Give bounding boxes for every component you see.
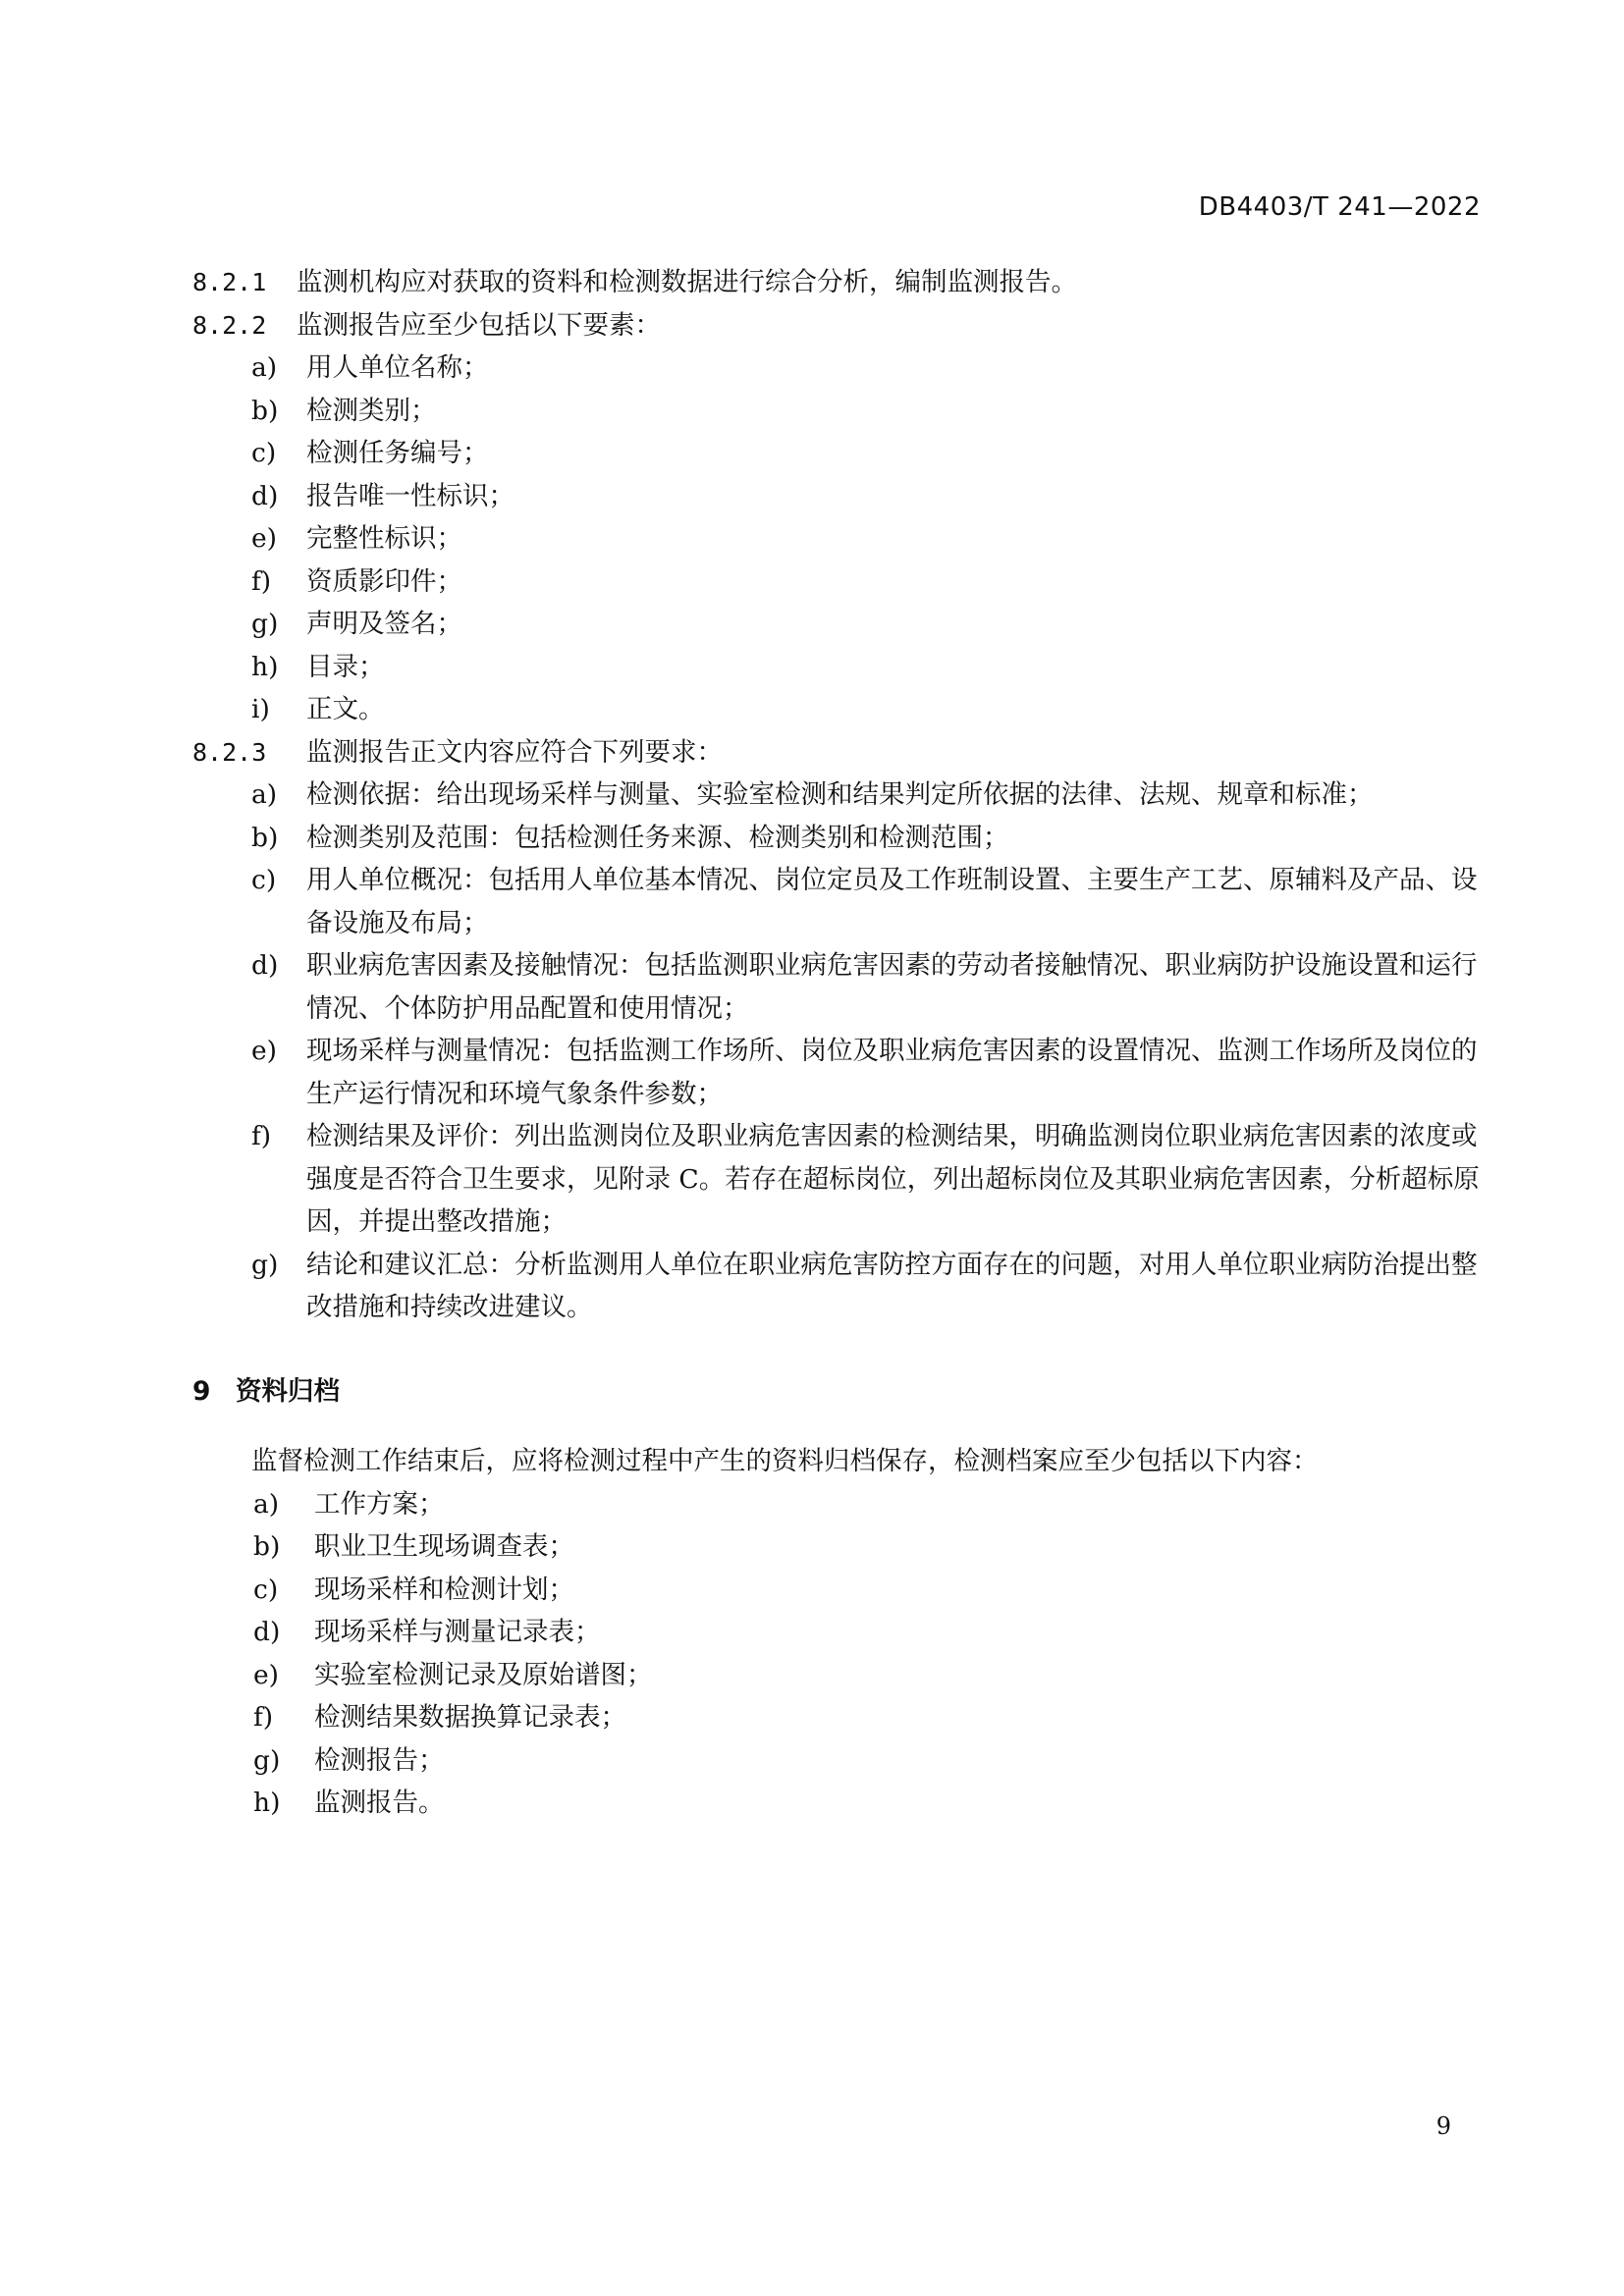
list-item-text: 检测类别； <box>306 395 437 426</box>
list-item-text: 完整性标识； <box>306 523 462 554</box>
list-item-text: 结论和建议汇总：分析监测用人单位在职业病危害防控方面存在的问题，对用人单位职业病防治提出整改措施和持续改进建议。 <box>306 1249 1478 1322</box>
list-item-label: b) <box>253 1531 281 1562</box>
list-item-text: 正文。 <box>306 694 385 724</box>
clause-text: 监测报告正文内容应符合下列要求： <box>306 736 723 768</box>
list-item-label: h) <box>253 1788 281 1818</box>
list-item <box>192 817 1483 860</box>
list-item-label: e) <box>251 523 278 554</box>
list-item-text: 职业病危害因素及接触情况：包括监测职业病危害因素的劳动者接触情况、职业病防护设施设置和运行情况、个体防护用品配置和使用情况； <box>306 950 1478 1024</box>
list-item-label: c) <box>253 1574 279 1605</box>
list-item <box>192 347 1483 390</box>
list-item-label: d) <box>251 480 279 511</box>
list-item <box>192 390 1483 433</box>
list-item-text: 检测结果及评价：列出监测岗位及职业病危害因素的检测结果，明确监测岗位职业病危害因素的浓度或强度是否符合卫生要求，见附录 C。若存在超标岗位，列出超标岗位及其职业病危害因素，分析超标原因，并提出整改措施； <box>306 1121 1480 1237</box>
list-item-label: a) <box>251 352 278 383</box>
list-item-label: h) <box>251 651 279 682</box>
clause-8-2-3 <box>192 731 1483 774</box>
list-item-label: d) <box>251 950 279 981</box>
clause-number: 8.2.3 <box>192 737 267 767</box>
section-intro: 监督检测工作结束后，应将检测过程中产生的资料归档保存，检测档案应至少包括以下内容： <box>251 1446 1319 1476</box>
list-item <box>192 561 1483 604</box>
list-item-label: e) <box>251 1036 278 1066</box>
list-item-text: 检测任务编号； <box>306 438 489 468</box>
list-item-label: f) <box>251 565 272 597</box>
list-item-text: 用人单位概况：包括用人单位基本情况、岗位定员及工作班制设置、主要生产工艺、原辅料及产品、设备设施及布局； <box>306 865 1478 938</box>
list-item-label: a) <box>253 1488 280 1520</box>
list-item <box>192 1483 1483 1526</box>
list-item <box>192 774 1483 817</box>
list-item-text: 现场采样和检测计划； <box>314 1574 574 1605</box>
list-item <box>192 1654 1483 1697</box>
page-number: 9 <box>1435 2112 1451 2140</box>
document-body <box>192 261 1483 1825</box>
list-item-label: e) <box>253 1659 280 1690</box>
list-item-text: 现场采样与测量情况：包括监测工作场所、岗位及职业病危害因素的设置情况、监测工作场所及岗位的生产运行情况和环境气象条件参数； <box>306 1036 1478 1109</box>
list-item-label: g) <box>253 1744 281 1776</box>
list-item <box>192 1739 1483 1783</box>
list-item-text: 检测依据：给出现场采样与测量、实验室检测和结果判定所依据的法律、法规、规章和标准； <box>306 779 1374 810</box>
clause-8-2-2 <box>192 304 1483 347</box>
list-item-text: 检测结果数据换算记录表； <box>314 1702 626 1733</box>
clause-8-2-1 <box>192 261 1483 304</box>
list-item-text: 实验室检测记录及原始谱图； <box>314 1659 653 1690</box>
list-item-label: f) <box>251 1121 272 1151</box>
list-item <box>192 1696 1483 1739</box>
list-item <box>192 1611 1483 1654</box>
clause-text: 监测机构应对获取的资料和检测数据进行综合分析，编制监测报告。 <box>297 267 1077 297</box>
list-item <box>192 1782 1483 1825</box>
clause-number: 8.2.1 <box>192 268 267 296</box>
section-heading <box>192 1370 1483 1414</box>
list-item <box>192 475 1483 518</box>
list-item-text: 检测报告； <box>314 1744 445 1776</box>
list-item-text: 现场采样与测量记录表； <box>314 1617 601 1647</box>
list-item-label: g) <box>251 609 279 639</box>
clause-text: 监测报告应至少包括以下要素： <box>297 309 661 341</box>
list-item-text: 声明及签名； <box>306 609 462 639</box>
list-item <box>192 1244 1483 1329</box>
list-item <box>192 1525 1483 1569</box>
list-item <box>192 944 1483 1030</box>
list-item-label: b) <box>251 822 279 853</box>
list-item-text: 监测报告。 <box>314 1788 445 1818</box>
list-item-text: 职业卫生现场调查表； <box>314 1531 574 1562</box>
list-item-text: 检测类别及范围：包括检测任务来源、检测类别和检测范围； <box>306 822 1009 853</box>
list-item <box>192 432 1483 475</box>
list-item-label: c) <box>251 865 277 895</box>
list-item-text: 工作方案； <box>314 1488 445 1520</box>
list-item <box>192 688 1483 731</box>
section-number: 9 <box>192 1375 211 1407</box>
list-item <box>192 603 1483 646</box>
list-item <box>192 517 1483 561</box>
section-title: 资料归档 <box>236 1375 340 1407</box>
clause-number: 8.2.2 <box>192 310 267 340</box>
document-code: DB4403/T 241—2022 <box>1198 192 1481 222</box>
list-item <box>192 1569 1483 1612</box>
list-item-label: g) <box>251 1249 279 1280</box>
list-item-label: d) <box>253 1617 281 1647</box>
list-item-text: 目录； <box>306 651 385 682</box>
list-item <box>192 859 1483 944</box>
list-item-text: 资质影印件； <box>306 565 462 597</box>
list-item <box>192 646 1483 689</box>
list-item-label: i) <box>251 694 270 724</box>
list-item-label: b) <box>251 395 279 426</box>
list-item <box>192 1030 1483 1115</box>
list-item-text: 用人单位名称； <box>306 352 489 383</box>
list-item-text: 报告唯一性标识； <box>306 480 514 511</box>
list-item <box>192 1115 1483 1244</box>
list-item-label: c) <box>251 438 277 468</box>
list-item-label: f) <box>253 1702 274 1733</box>
list-item-label: a) <box>251 779 278 810</box>
